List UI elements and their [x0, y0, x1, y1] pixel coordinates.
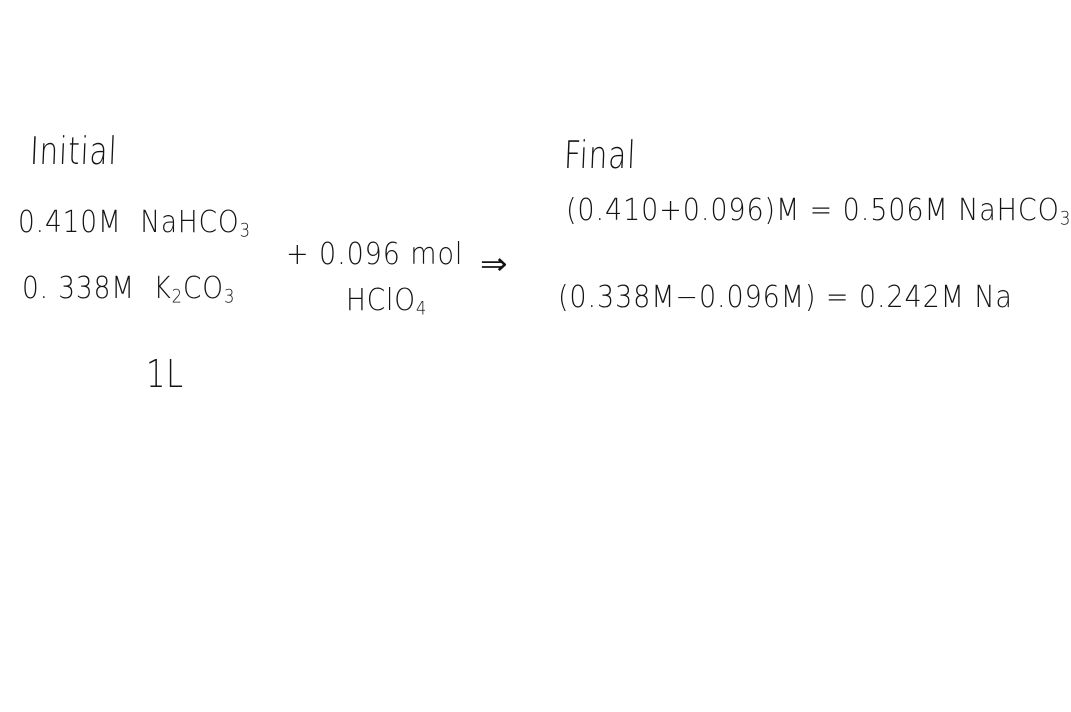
final-second-line: (0.338M−0.096M) = 0.242M Na — [558, 280, 1013, 315]
initial-k2co3-k-subscript: 2 — [171, 286, 183, 308]
initial-nahco3-line — [18, 205, 251, 242]
initial-nahco3-subscript: 3 — [239, 220, 251, 242]
final-heading: Final — [563, 133, 638, 177]
initial-k2co3-co: CO — [182, 271, 224, 306]
acid-formula-text: HClO — [346, 283, 416, 318]
final-nahco3-calculation: (0.410+0.096)M = 0.506M NaHCO — [566, 193, 1060, 228]
final-nahco3-line — [566, 193, 1071, 230]
volume-label: 1L — [146, 352, 184, 396]
initial-k2co3-k: K — [153, 271, 172, 306]
reaction-arrow-icon: ⇒ — [480, 247, 509, 282]
initial-k2co3-line — [22, 271, 236, 308]
added-acid-amount: + 0.096 mol — [286, 237, 464, 272]
initial-k2co3-co-subscript: 3 — [223, 286, 236, 308]
final-nahco3-subscript: 3 — [1059, 208, 1071, 230]
initial-nahco3-formula: NaHCO — [140, 205, 240, 240]
acid-formula — [346, 283, 428, 320]
acid-formula-subscript: 4 — [415, 298, 428, 320]
initial-k2co3-concentration: 0. 338M — [22, 271, 135, 306]
initial-heading: Initial — [29, 129, 119, 173]
initial-nahco3-concentration: 0.410M — [18, 205, 122, 240]
